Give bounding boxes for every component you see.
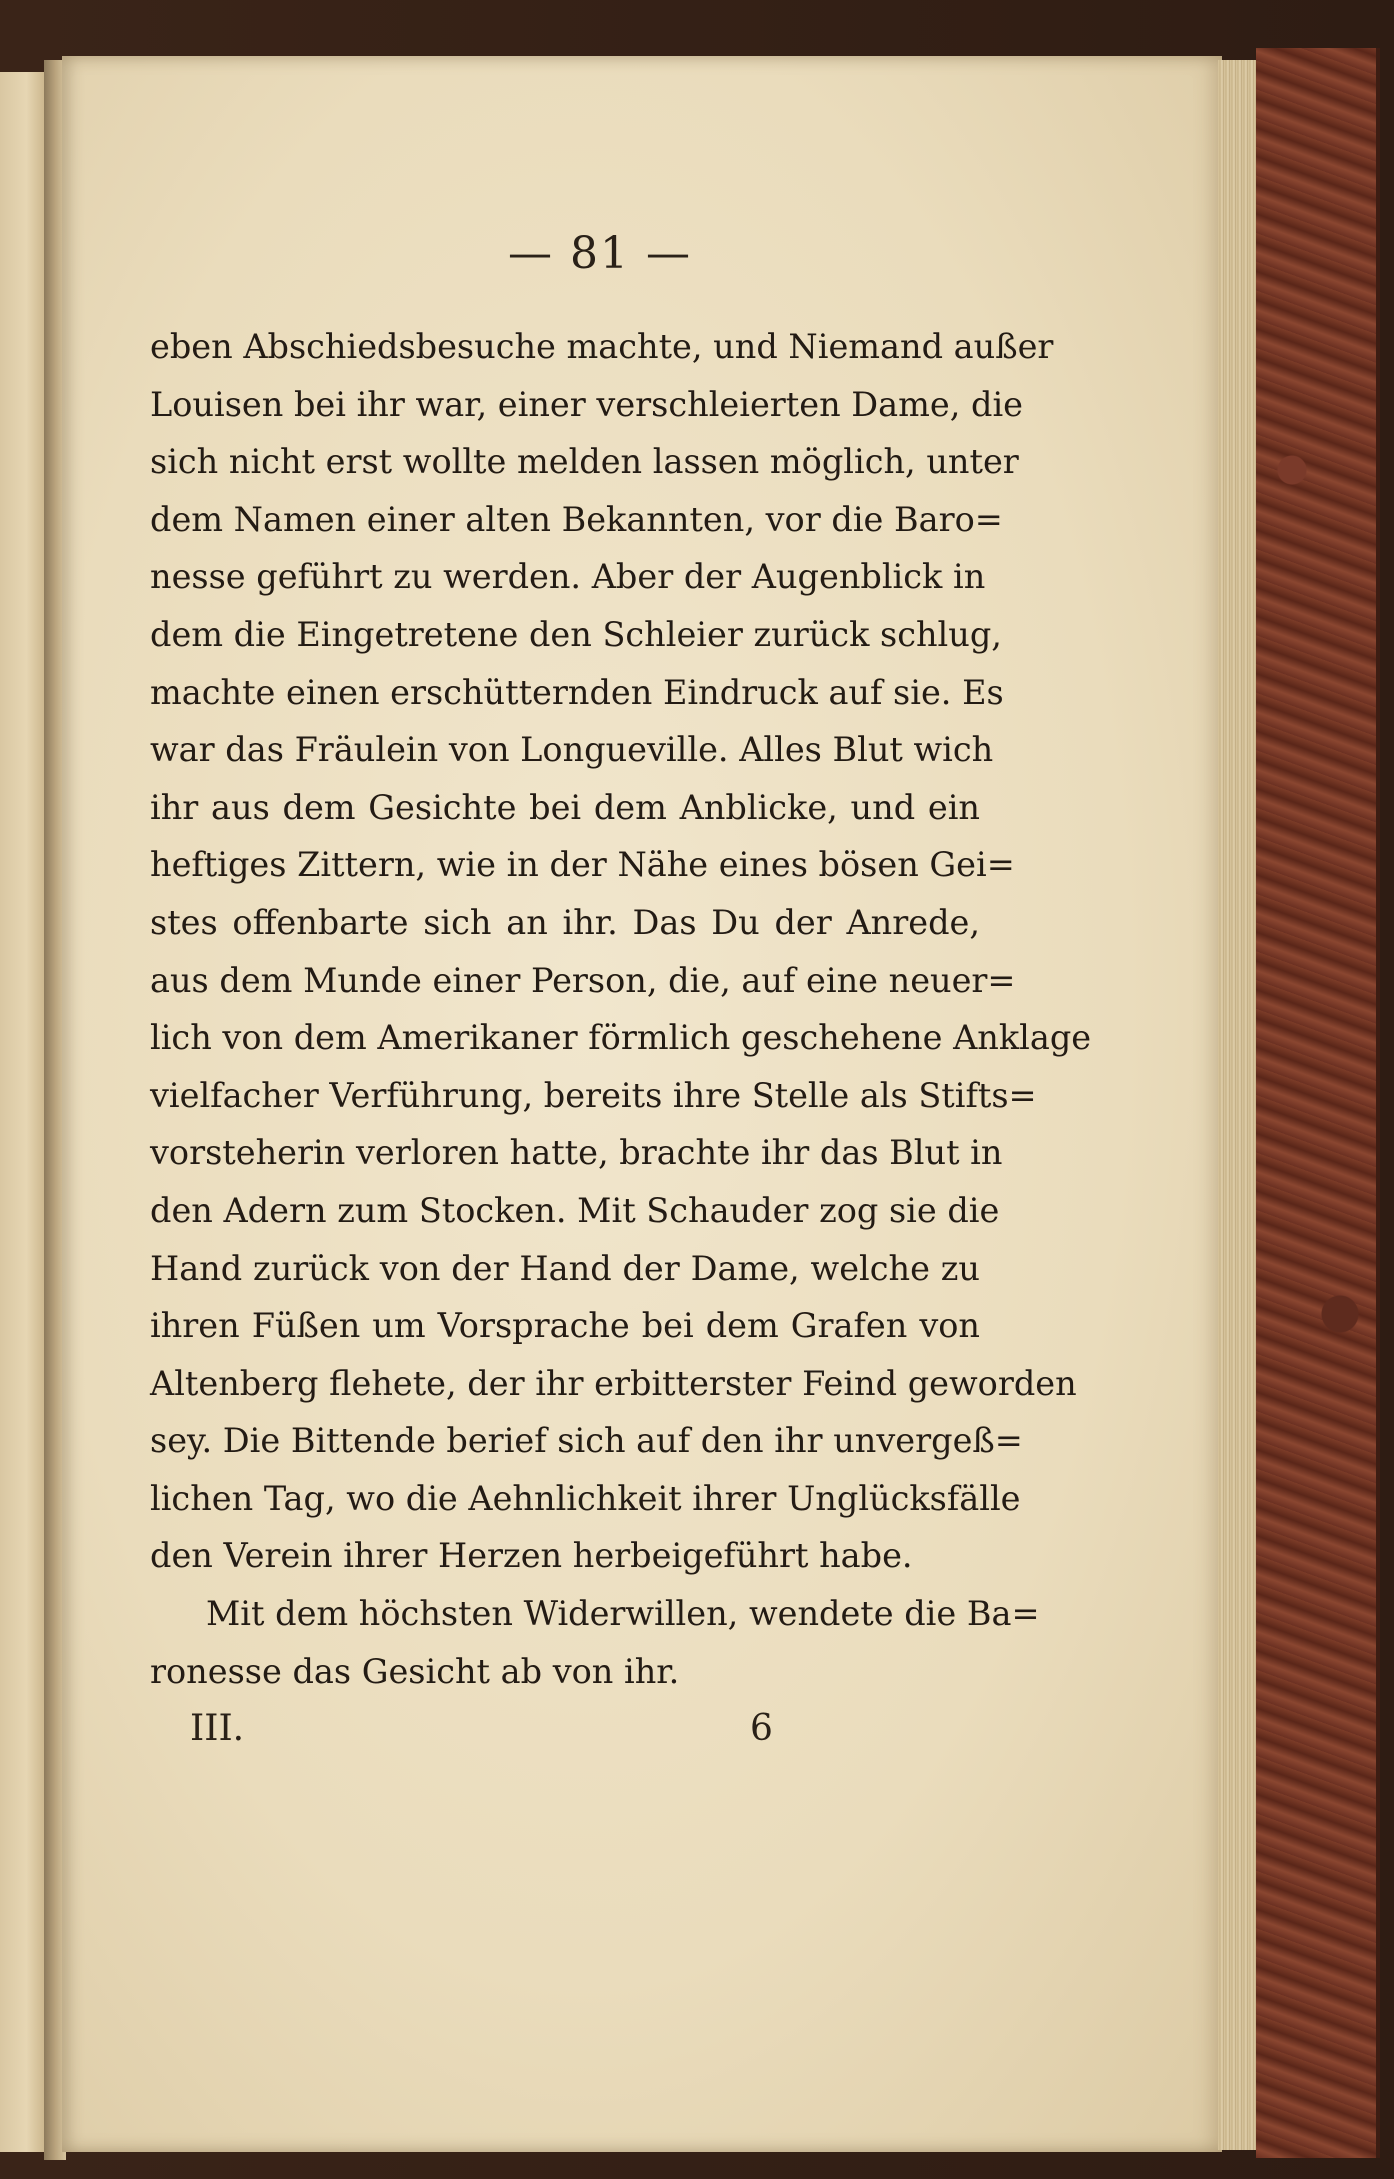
text-line: Altenberg flehete, der ihr erbitterster Feind geworden	[150, 1363, 1077, 1403]
text-line: heftiges Zittern, wie in der Nähe eines bösen Gei=	[150, 845, 1015, 885]
page-number: — 81 —	[508, 228, 692, 279]
text-line: stes offenbarte sich an ihr. Das Du der Anrede,	[150, 902, 980, 942]
text-line: dem Namen einer alten Bekannten, vor die Baro=	[150, 499, 1003, 539]
text-line: Hand zurück von der Hand der Dame, welche zu	[150, 1248, 980, 1288]
text-line: ihren Füßen um Vorsprache bei dem Grafen von	[150, 1306, 980, 1346]
marbled-cover	[1256, 48, 1380, 2158]
text-line: war das Fräulein von Longueville. Alles Blut wich	[150, 730, 994, 770]
text-line: lichen Tag, wo die Aehnlichkeit ihrer Unglücksfälle	[150, 1478, 1021, 1518]
text-line: ronesse das Gesicht ab von ihr.	[150, 1651, 680, 1691]
sheet-number: 6	[750, 1708, 773, 1749]
text-line: den Verein ihrer Herzen herbeigeführt habe.	[150, 1536, 913, 1576]
body-text	[150, 318, 1092, 1700]
text-line: den Adern zum Stocken. Mit Schauder zog sie die	[150, 1190, 1000, 1230]
text-line: Louisen bei ihr war, einer verschleierten Dame, die	[150, 384, 1024, 424]
text-line: machte einen erschütternden Eindruck auf sie. Es	[150, 672, 1004, 712]
text-line: dem die Eingetretene den Schleier zurück schlug,	[150, 614, 1002, 654]
text-line: vorsteherin verloren hatte, brachte ihr das Blut in	[150, 1133, 1003, 1173]
facing-page-edge	[0, 72, 44, 2152]
text-line: ihr aus dem Gesichte bei dem Anblicke, und ein	[150, 787, 980, 827]
text-line: aus dem Munde einer Person, die, auf eine neuer=	[150, 960, 1016, 1000]
text-line: nesse geführt zu werden. Aber der Augenblick in	[150, 557, 986, 597]
text-line: Mit dem höchsten Widerwillen, wendete die Ba=	[206, 1594, 1040, 1634]
page-edges	[1218, 60, 1258, 2150]
text-line: eben Abschiedsbesuche machte, und Niemand außer	[150, 327, 1054, 366]
text-line: vielfacher Verführung, bereits ihre Stelle als Stifts=	[150, 1075, 1037, 1115]
signature-mark: III.	[190, 1708, 245, 1749]
text-line: sey. Die Bittende berief sich auf den ihr unvergeß=	[150, 1421, 1023, 1461]
text-line: sich nicht erst wollte melden lassen möglich, unter	[150, 442, 1019, 482]
text-line: lich von dem Amerikaner förmlich geschehene Anklage	[150, 1018, 1092, 1058]
